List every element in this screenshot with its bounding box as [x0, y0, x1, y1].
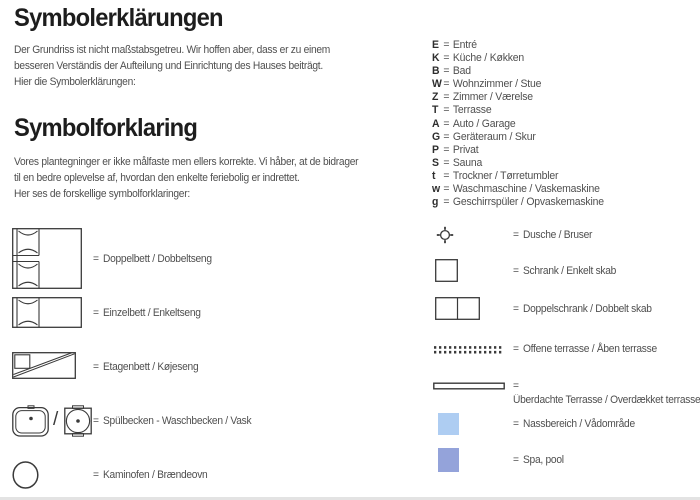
open-terrace-icon [433, 345, 503, 355]
page-title-german: Symbolerklärungen [14, 4, 223, 32]
letter-key: Z [432, 91, 439, 104]
letter-label: Terrasse [452, 104, 492, 117]
letter-label: Waschmaschine / Vaskemaskine [452, 183, 600, 196]
letter-label: Privat [452, 143, 479, 156]
spa-pool-swatch [438, 448, 459, 472]
letter-label: Küche / Køkken [452, 52, 525, 65]
letter-label: Geräteraum / Skur [452, 130, 536, 143]
letter-key: G [432, 130, 440, 143]
intro-da-line-3: Her ses de forskellige symbolforklaringer: [14, 188, 190, 200]
equals-sign: = [443, 183, 450, 196]
legend-row-covered-terrace [433, 380, 700, 406]
legend-label: = Spülbecken - Waschbecken / Vask [93, 415, 252, 427]
legend-label: = Offene terrasse / Åben terrasse [513, 343, 658, 355]
legend-row-wood-stove [12, 461, 412, 489]
letter-label: Zimmer / Værelse [452, 91, 533, 104]
slash-separator: / [53, 409, 59, 430]
double-bed-icon [12, 228, 82, 289]
legend-row-shower [433, 226, 693, 246]
letter-label: Auto / Garage [452, 117, 516, 130]
letter-key: S [432, 156, 439, 169]
letter-legend [432, 39, 613, 209]
letter-row-G [432, 131, 604, 144]
intro-text-german [14, 42, 354, 90]
letter-label: Geschirrspüler / Opvaskemaskine [452, 196, 604, 209]
letter-key: g [432, 196, 439, 209]
letter-key: W [432, 78, 442, 91]
intro-de-line-1: Der Grundriss ist nicht maßstabsgetreu. Wir hoffen aber, dass er zu einem [14, 44, 331, 56]
letter-label: Bad [452, 65, 471, 78]
equals-sign: = [93, 361, 99, 373]
letter-row-E [432, 39, 604, 52]
wet-area-swatch [438, 413, 459, 435]
equals-sign: = [513, 229, 519, 241]
letter-label: Sauna [452, 156, 483, 169]
equals-sign: = [443, 39, 450, 51]
letter-key: E [432, 39, 439, 51]
equals-sign: = [443, 143, 450, 156]
legend-row-spa-pool [433, 448, 693, 474]
equals-sign: = [513, 265, 519, 277]
equals-sign: = [443, 169, 450, 182]
wash-basin-icon [64, 405, 92, 437]
legend-row-bunk-bed [12, 352, 412, 380]
legend-row-wet-area [433, 413, 693, 437]
equals-sign: = [443, 78, 450, 91]
legend-label: = Dusche / Bruser [513, 229, 593, 241]
equals-sign: = [443, 117, 450, 130]
letter-row-t [432, 170, 604, 183]
letter-key: P [432, 143, 439, 156]
letter-label: Trockner / Tørretumbler [452, 169, 559, 182]
letter-key: B [432, 65, 440, 78]
letter-key: T [432, 104, 439, 117]
covered-terrace-icon [433, 382, 505, 391]
equals-sign: = [93, 415, 99, 427]
legend-label: = Kaminofen / Brændeovn [93, 469, 208, 481]
letter-row-g [432, 196, 604, 209]
letter-key: A [432, 117, 440, 130]
legend-row-double-cabinet [433, 297, 693, 321]
equals-sign: = [93, 469, 99, 481]
equals-sign: = [93, 253, 99, 265]
page-title-danish: Symbolforklaring [14, 114, 198, 142]
letter-row-A [432, 118, 604, 131]
letter-row-P [432, 144, 604, 157]
letter-label: Wohnzimmer / Stue [452, 78, 542, 91]
letter-row-T [432, 104, 604, 117]
legend-row-double-bed [12, 228, 412, 290]
double-cabinet-icon [435, 297, 480, 320]
intro-de-line-3: Hier die Symbolerklärungen: [14, 76, 136, 88]
equals-sign: = [513, 303, 519, 315]
equals-sign: = [513, 343, 519, 355]
letter-key: K [432, 52, 440, 65]
legend-label: = Nassbereich / Vådområde [513, 418, 635, 430]
intro-da-line-1: Vores plantegninger er ikke målfaste men ellers korrekte. Vi håber, at de bidrager [14, 156, 359, 168]
legend-label: = Doppelbett / Dobbeltseng [93, 253, 212, 265]
single-bed-icon [12, 297, 82, 328]
letter-row-S [432, 157, 604, 170]
intro-text-danish [14, 154, 384, 202]
letter-row-K [432, 52, 604, 65]
cabinet-icon [435, 259, 458, 282]
legend-row-sink [12, 404, 412, 438]
letter-row-w [432, 183, 604, 196]
legend-row-open-terrace [433, 344, 693, 358]
letter-row-B [432, 65, 604, 78]
equals-sign: = [513, 418, 519, 430]
letter-key: t [432, 169, 436, 182]
legend-row-cabinet [433, 259, 693, 283]
letter-row-Z [432, 91, 604, 104]
equals-sign: = [443, 130, 450, 143]
letter-key: w [432, 183, 440, 196]
equals-sign: = [443, 52, 450, 65]
legend-label: =Überdachte Terrasse / Overdækket terrasse [513, 380, 700, 406]
equals-sign: = [513, 380, 519, 392]
bunk-bed-icon [12, 352, 76, 379]
kitchen-sink-icon [12, 405, 49, 437]
legend-label: = Spa, pool [513, 454, 564, 466]
legend-label: = Schrank / Enkelt skab [513, 265, 617, 277]
equals-sign: = [93, 307, 99, 319]
shower-icon [436, 226, 454, 244]
intro-da-line-2: til en bedre oplevelse af, hvordan den enkelte feriebolig er indrettet. [14, 172, 300, 184]
legend-label: = Etagenbett / Køjeseng [93, 361, 199, 373]
equals-sign: = [443, 196, 450, 209]
legend-row-single-bed [12, 297, 412, 329]
equals-sign: = [513, 454, 519, 466]
letter-label: Entré [452, 39, 477, 51]
intro-de-line-2: besseren Verständis der Aufteilung und Einrichtung des Hauses beiträgt. [14, 60, 323, 72]
legend-label: = Doppelschrank / Dobbelt skab [513, 303, 652, 315]
letter-row-W [432, 78, 604, 91]
equals-sign: = [443, 104, 450, 117]
legend-label: = Einzelbett / Enkeltseng [93, 307, 201, 319]
equals-sign: = [443, 91, 450, 104]
wood-stove-icon [12, 461, 39, 489]
equals-sign: = [443, 156, 450, 169]
equals-sign: = [443, 65, 450, 78]
